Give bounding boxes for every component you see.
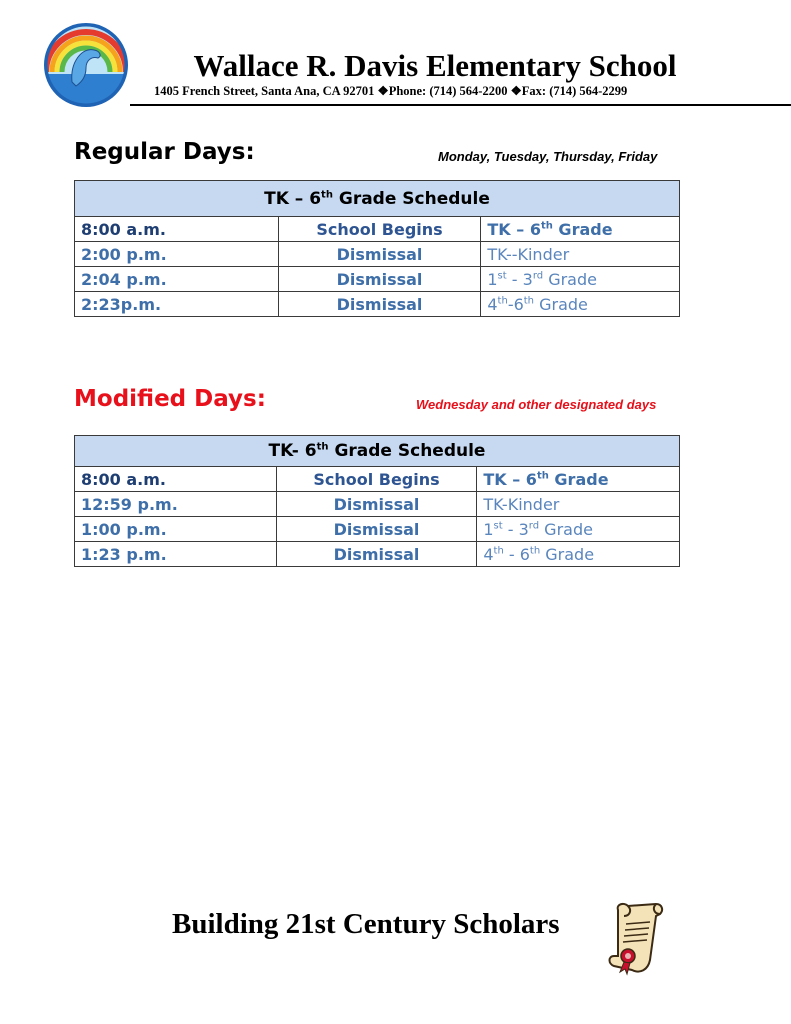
header-divider <box>130 104 791 106</box>
event-cell: Dismissal <box>276 492 477 517</box>
regular-schedule-table <box>74 180 680 317</box>
event-cell: School Begins <box>278 217 481 242</box>
school-contact-line: 1405 French Street, Santa Ana, CA 92701 ❖Phone: (714) 564-2200 ❖Fax: (714) 564-2299 <box>154 84 628 98</box>
grade-cell: TK--Kinder <box>481 242 680 267</box>
event-cell: Dismissal <box>276 542 477 567</box>
time-cell: 1:23 p.m. <box>75 542 277 567</box>
table-row <box>75 217 680 242</box>
grade-cell: 4th - 6th Grade <box>477 542 680 567</box>
regular-days-list: Monday, Tuesday, Thursday, Friday <box>438 149 658 164</box>
modified-days-list: Wednesday and other designated days <box>416 397 657 412</box>
modified-schedule-table <box>74 435 680 567</box>
time-cell: 2:04 p.m. <box>75 267 279 292</box>
grade-cell: TK – 6th Grade <box>481 217 680 242</box>
grade-cell: TK – 6th Grade <box>477 467 680 492</box>
time-cell: 2:23p.m. <box>75 292 279 317</box>
table-row <box>75 242 680 267</box>
table-row <box>75 517 680 542</box>
grade-cell: 4th-6th Grade <box>481 292 680 317</box>
grade-cell: 1st - 3rd Grade <box>477 517 680 542</box>
diploma-scroll-icon <box>606 900 666 976</box>
time-cell: 1:00 p.m. <box>75 517 277 542</box>
regular-days-title: Regular Days: <box>74 139 255 165</box>
grade-cell: TK-Kinder <box>477 492 680 517</box>
school-logo <box>42 22 130 108</box>
school-name: Wallace R. Davis Elementary School <box>193 48 677 83</box>
event-cell: Dismissal <box>276 517 477 542</box>
time-cell: 8:00 a.m. <box>75 217 279 242</box>
table-row <box>75 542 680 567</box>
time-cell: 12:59 p.m. <box>75 492 277 517</box>
time-cell: 8:00 a.m. <box>75 467 277 492</box>
event-cell: Dismissal <box>278 292 481 317</box>
modified-table-title: TK- 6th Grade Schedule <box>75 436 680 467</box>
event-cell: Dismissal <box>278 267 481 292</box>
table-row <box>75 492 680 517</box>
event-cell: Dismissal <box>278 242 481 267</box>
grade-cell: 1st - 3rd Grade <box>481 267 680 292</box>
modified-days-title: Modified Days: <box>74 386 266 412</box>
table-row <box>75 467 680 492</box>
footer-tagline: Building 21st Century Scholars <box>172 908 560 940</box>
event-cell: School Begins <box>276 467 477 492</box>
table-row <box>75 267 680 292</box>
table-row <box>75 292 680 317</box>
time-cell: 2:00 p.m. <box>75 242 279 267</box>
regular-table-title: TK – 6th Grade Schedule <box>75 181 680 217</box>
